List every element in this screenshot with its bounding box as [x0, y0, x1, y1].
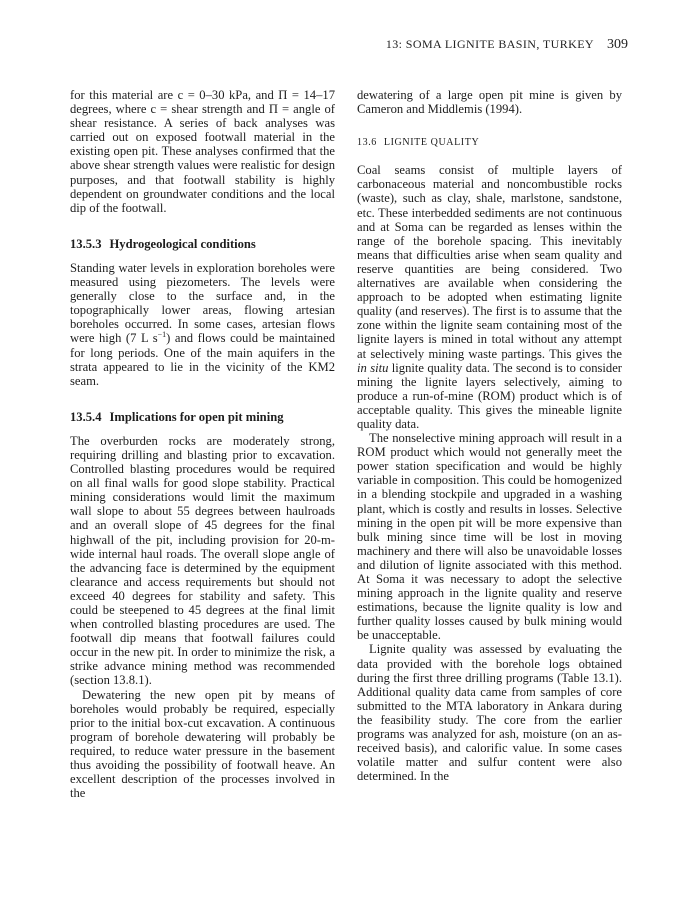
- paragraph-dewatering-continued: dewatering of a large open pit mine is given by Cameron and Middlemis (1994).: [357, 88, 622, 117]
- page-number: 309: [607, 37, 628, 52]
- section-number: 13.6: [357, 137, 377, 149]
- left-column: [70, 88, 335, 800]
- paragraph-nonselective-mining: The nonselective mining approach will result in a ROM product which would not generally meet the power station specification and would be highly variable in composition. This could be homogenized in a blending stockpile and upgraded in a washing plant, which is costly and results in losses. Selective mining in the open pit will be more expensive than bulk mining since time will be lost in moving machinery and there will also be unavoidable losses and dilution of lignite associated with this method. At Soma it was necessary to adopt the selective mining approach in the lignite quality and reserve estimations, because the lignite quality is low and further quality losses caused by bulk mining would be unacceptable.: [357, 431, 622, 643]
- heading-hydrogeological-conditions: [70, 237, 335, 251]
- right-column: [357, 88, 622, 783]
- section-number: 13.5.4: [70, 409, 102, 424]
- paragraph-water-levels: Standing water levels in exploration boreholes were measured using piezometers. The levels were generally close to the surface and, in the topographically lower areas, flowing artesian boreholes occurred. In some cases, artesian flows were high (7 L $s^{-1}$) and flows could be maintained for long periods. One of the main aquifers in the strata appeared to lie in the vicinity of the KM2 seam.: [70, 260, 335, 388]
- heading-implications-open-pit: [70, 410, 335, 424]
- section-title: Implications for open pit mining: [109, 409, 284, 424]
- running-title: 13: SOMA LIGNITE BASIN, TURKEY: [385, 37, 594, 51]
- section-title: LIGNITE QUALITY: [383, 137, 480, 149]
- heading-lignite-quality: [357, 136, 622, 150]
- paragraph-quality-assessment: Lignite quality was assessed by evaluating the data provided with the borehole logs obtained during the first three drilling programs (Table 13.1). Additional quality data came from samples of core submitted to the MTA laboratory in Ankara during the feasibility study. The core from the earlier programs was analyzed for ash, moisture (on an as-received basis), and calorific value. In some cases volatile matter and sulfur content were also determined. In the: [357, 642, 622, 784]
- paragraph-overburden: The overburden rocks are moderately strong, requiring drilling and blasting prior to excavation. Controlled blasting procedures would be required on all final walls for good slope stability. Practical mining considerations would limit the maximum wall slope to about 55 degrees between haulroads and an overall slope of 45 degrees for the final highwall of the pit, including provision for 20-m-wide internal haul roads. The overall slope angle of the advancing face is determined by the equipment clearance and access requirements but should not exceed 40 degrees for stability and safety. This could be steepened to 45 degrees at the final limit when controlled blasting procedures are used. The footwall dip means that footwall failures could occur in the new pit. In order to minimize the risk, a strike advance mining method was recommended (section 13.8.1).: [70, 433, 335, 688]
- section-title: Hydrogeological conditions: [109, 236, 256, 251]
- paragraph-dewatering: Dewatering the new open pit by means of boreholes would probably be required, especially prior to the initial box-cut excavation. A continuous program of borehole dewatering will probably be required, to reduce water pressure in the basement thus avoiding the possibility of footwall heave. An excellent description of the processes involved in the: [70, 687, 335, 801]
- paragraph-shear-strength: for this material are c = 0–30 kPa, and Π = 14–17 degrees, where c = shear strength and Π = angle of shear resistance. A series of back analyses was carried out on exposed footwall material in the existing open pit. These analyses confirmed that the above shear strength values were realistic for design purposes, and that footwall stability is highly dependent on groundwater conditions and the local dip of the footwall.: [70, 88, 335, 215]
- section-number: 13.5.3: [70, 236, 102, 251]
- running-header: [386, 37, 628, 53]
- paragraph-coal-seams: Coal seams consist of multiple layers of carbonaceous material and noncombustible rocks (waste), such as clay, shale, marlstone, sandstone, etc. These interbedded sediments are not continuous and at Soma can be regarded as lenses within the range of the borehole spacing. This inevitably means that difficulties arise when seam quality and reserve quantities are being considered. Two alternatives are available when considering the approach to be adopted when estimating lignite quality (and reserves). The first is to assume that the zone within the lignite seam containing most of the lignite layers is mined in total without any attempt at selectively mining waste partings. This gives the in situ lignite quality data. The second is to consider mining the lignite layers selectively, aiming to produce a run-of-mine (ROM) product which is of acceptable quality. This gives the mineable lignite quality data.: [357, 163, 622, 431]
